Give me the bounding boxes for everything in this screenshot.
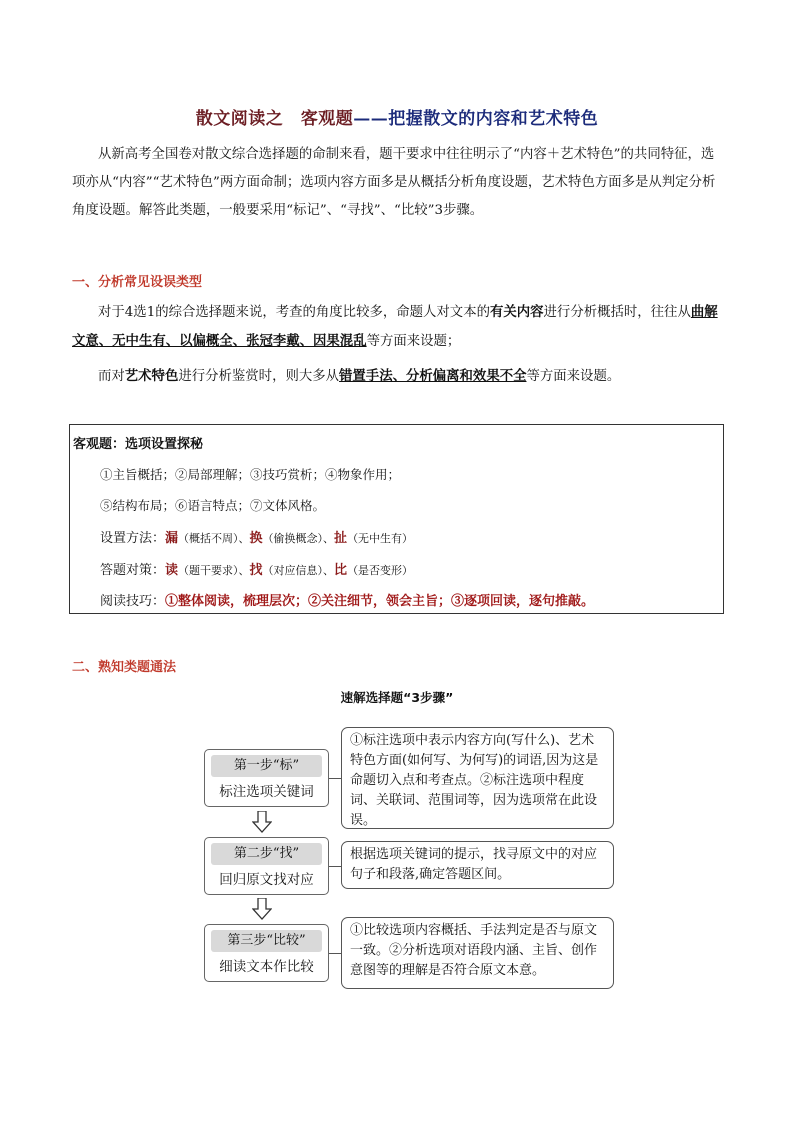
p1-text-e: 等方面来设题；	[366, 334, 461, 349]
step-3-action: 细读文本作比较	[219, 959, 314, 975]
skill-text: ①整体阅读，梳理层次；②关注细节，领会主旨；③逐项回读，逐句推敲。	[165, 594, 595, 609]
step-3-connector	[329, 953, 341, 954]
skill-label: 阅读技巧：	[100, 594, 166, 609]
step-2-connector	[329, 866, 341, 867]
p1-emphasis-content: 有关内容	[489, 304, 544, 320]
down-arrow-icon	[252, 898, 272, 920]
section-1-heading: 一、分析常见设误类型	[72, 275, 203, 290]
step-1-action: 标注选项关键词	[219, 784, 314, 800]
strategy-label: 答题对策：	[100, 563, 166, 578]
strategy-2-note: （对应信息）、	[262, 564, 335, 577]
p1-text-a: 对于4选1的综合选择题来说，考查的角度比较多，命题人对文本的	[98, 305, 490, 320]
p2-text-a: 而对	[98, 369, 125, 384]
p1-error-types: 曲解文意、无中生有、以偏概全、张冠李戴、因果混乱	[72, 304, 718, 349]
strategy-3: 比	[334, 563, 348, 578]
p1-text-c: 进行分析概括时，往往从	[543, 305, 691, 320]
method-label: 设置方法：	[100, 531, 166, 546]
step-2-box	[204, 837, 329, 895]
method-1: 漏	[165, 531, 179, 546]
flow-subtitle: 速解选择题“3步骤”	[340, 690, 454, 705]
method-2-note: （偷换概念）、	[262, 532, 335, 545]
method-3-note: （无中生有）	[347, 532, 414, 545]
method-1-note: （概括不周）、	[178, 532, 250, 545]
step-3-label: 第三步“比较”	[211, 930, 322, 952]
title-part-2: ——把握散文的内容和艺术特色	[353, 109, 599, 129]
step-1-desc: ①标注选项中表示内容方向(写什么)、艺术特色方面(如何写、为何写)的词语,因为这是命题切入点和考查点。②标注选项中程度词、关联词、范围词等，因为选项常在此设误。	[341, 727, 614, 829]
down-arrow-icon	[252, 811, 272, 833]
step-1-connector	[329, 778, 341, 779]
step-1-label: 第一步“标”	[211, 755, 322, 777]
section-1-paragraph-1	[72, 298, 724, 356]
method-3: 扯	[334, 531, 348, 546]
strategy-1: 读	[165, 563, 179, 578]
box-heading: 客观题：选项设置探秘	[73, 437, 204, 452]
step-3-desc: ①比较选项内容概括、手法判定是否与原文一致。②分析选项对语段内涵、主旨、创作意图等的理解是否符合原文本意。	[341, 917, 614, 989]
p2-text-c: 进行分析鉴赏时，则大多从	[178, 369, 340, 384]
box-line-2: ⑤结构布局；⑥语言特点；⑦文体风格。	[100, 498, 326, 513]
step-1-box	[204, 749, 329, 807]
step-2-action: 回归原文找对应	[219, 872, 314, 888]
p2-error-types: 错置手法、分析偏离和效果不全	[339, 368, 527, 384]
intro-paragraph: 从新高考全国卷对散文综合选择题的命制来看，题干要求中往往明示了“内容＋艺术特色”的共同特征，选项亦从“内容”“艺术特色”两方面命制；选项内容方面多是从概括分析角度设题，艺术特色方面多是从判定分析角度设题。解答此类题，一般要采用“标记”、“寻找”、“比较”3步骤。	[72, 147, 716, 218]
step-2-desc: 根据选项关键词的提示，找寻原文中的对应句子和段落,确定答题区间。	[341, 841, 614, 889]
page-title	[0, 104, 794, 129]
box-skill-line	[100, 590, 594, 609]
strategy-1-note: （题干要求）、	[178, 564, 250, 577]
strategy-2: 找	[249, 563, 263, 578]
title-part-1: 散文阅读之 客观题	[195, 109, 354, 129]
strategy-3-note: （是否变形）	[347, 564, 414, 577]
step-3-box	[204, 924, 329, 982]
box-strategy-line	[100, 559, 413, 578]
box-line-1: ①主旨概括；②局部理解；③技巧赏析；④物象作用；	[100, 467, 401, 482]
box-method-line	[100, 527, 413, 546]
option-setting-box	[69, 424, 724, 614]
p2-emphasis-art: 艺术特色	[124, 368, 179, 384]
method-2: 换	[249, 531, 263, 546]
section-2-heading: 二、熟知类题通法	[72, 660, 177, 675]
p2-text-e: 等方面来设题。	[526, 369, 621, 384]
section-1-paragraph-2	[72, 362, 724, 391]
step-2-label: 第二步“找”	[211, 843, 322, 865]
